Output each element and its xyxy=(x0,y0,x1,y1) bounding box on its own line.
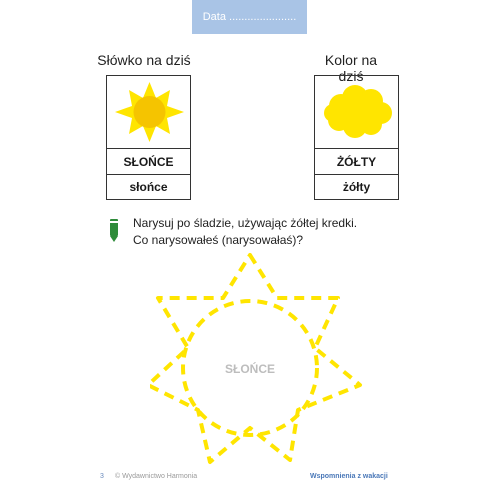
sun-picture xyxy=(107,76,190,149)
word-uppercase: SŁOŃCE xyxy=(107,149,190,175)
word-card xyxy=(106,75,191,200)
page-number: 3 xyxy=(100,473,104,480)
word-of-day-heading: Słówko na dziś xyxy=(97,52,191,68)
color-uppercase: ŻÓŁTY xyxy=(315,149,398,175)
task-instruction: Narysuj po śladzie, używając żółtej kredki. Co narysowałeś (narysowałaś)? xyxy=(133,216,358,247)
color-card xyxy=(314,75,399,200)
pencil-icon xyxy=(108,217,120,243)
sun-icon xyxy=(107,76,192,149)
word-lowercase: słońce xyxy=(129,180,168,194)
yellow-cloud-picture xyxy=(315,76,398,149)
yellow-cloud-icon xyxy=(315,76,400,149)
color-of-day-heading: Kolor na dziś xyxy=(324,52,378,84)
color-lowercase: żółty xyxy=(342,180,371,194)
series-title: Wspomnienia z wakacji xyxy=(310,473,388,480)
date-field: Data ...................... xyxy=(192,0,307,34)
tracing-label: SŁOŃCE xyxy=(224,362,275,376)
copyright-text: © Wydawnictwo Harmonia xyxy=(115,473,198,480)
